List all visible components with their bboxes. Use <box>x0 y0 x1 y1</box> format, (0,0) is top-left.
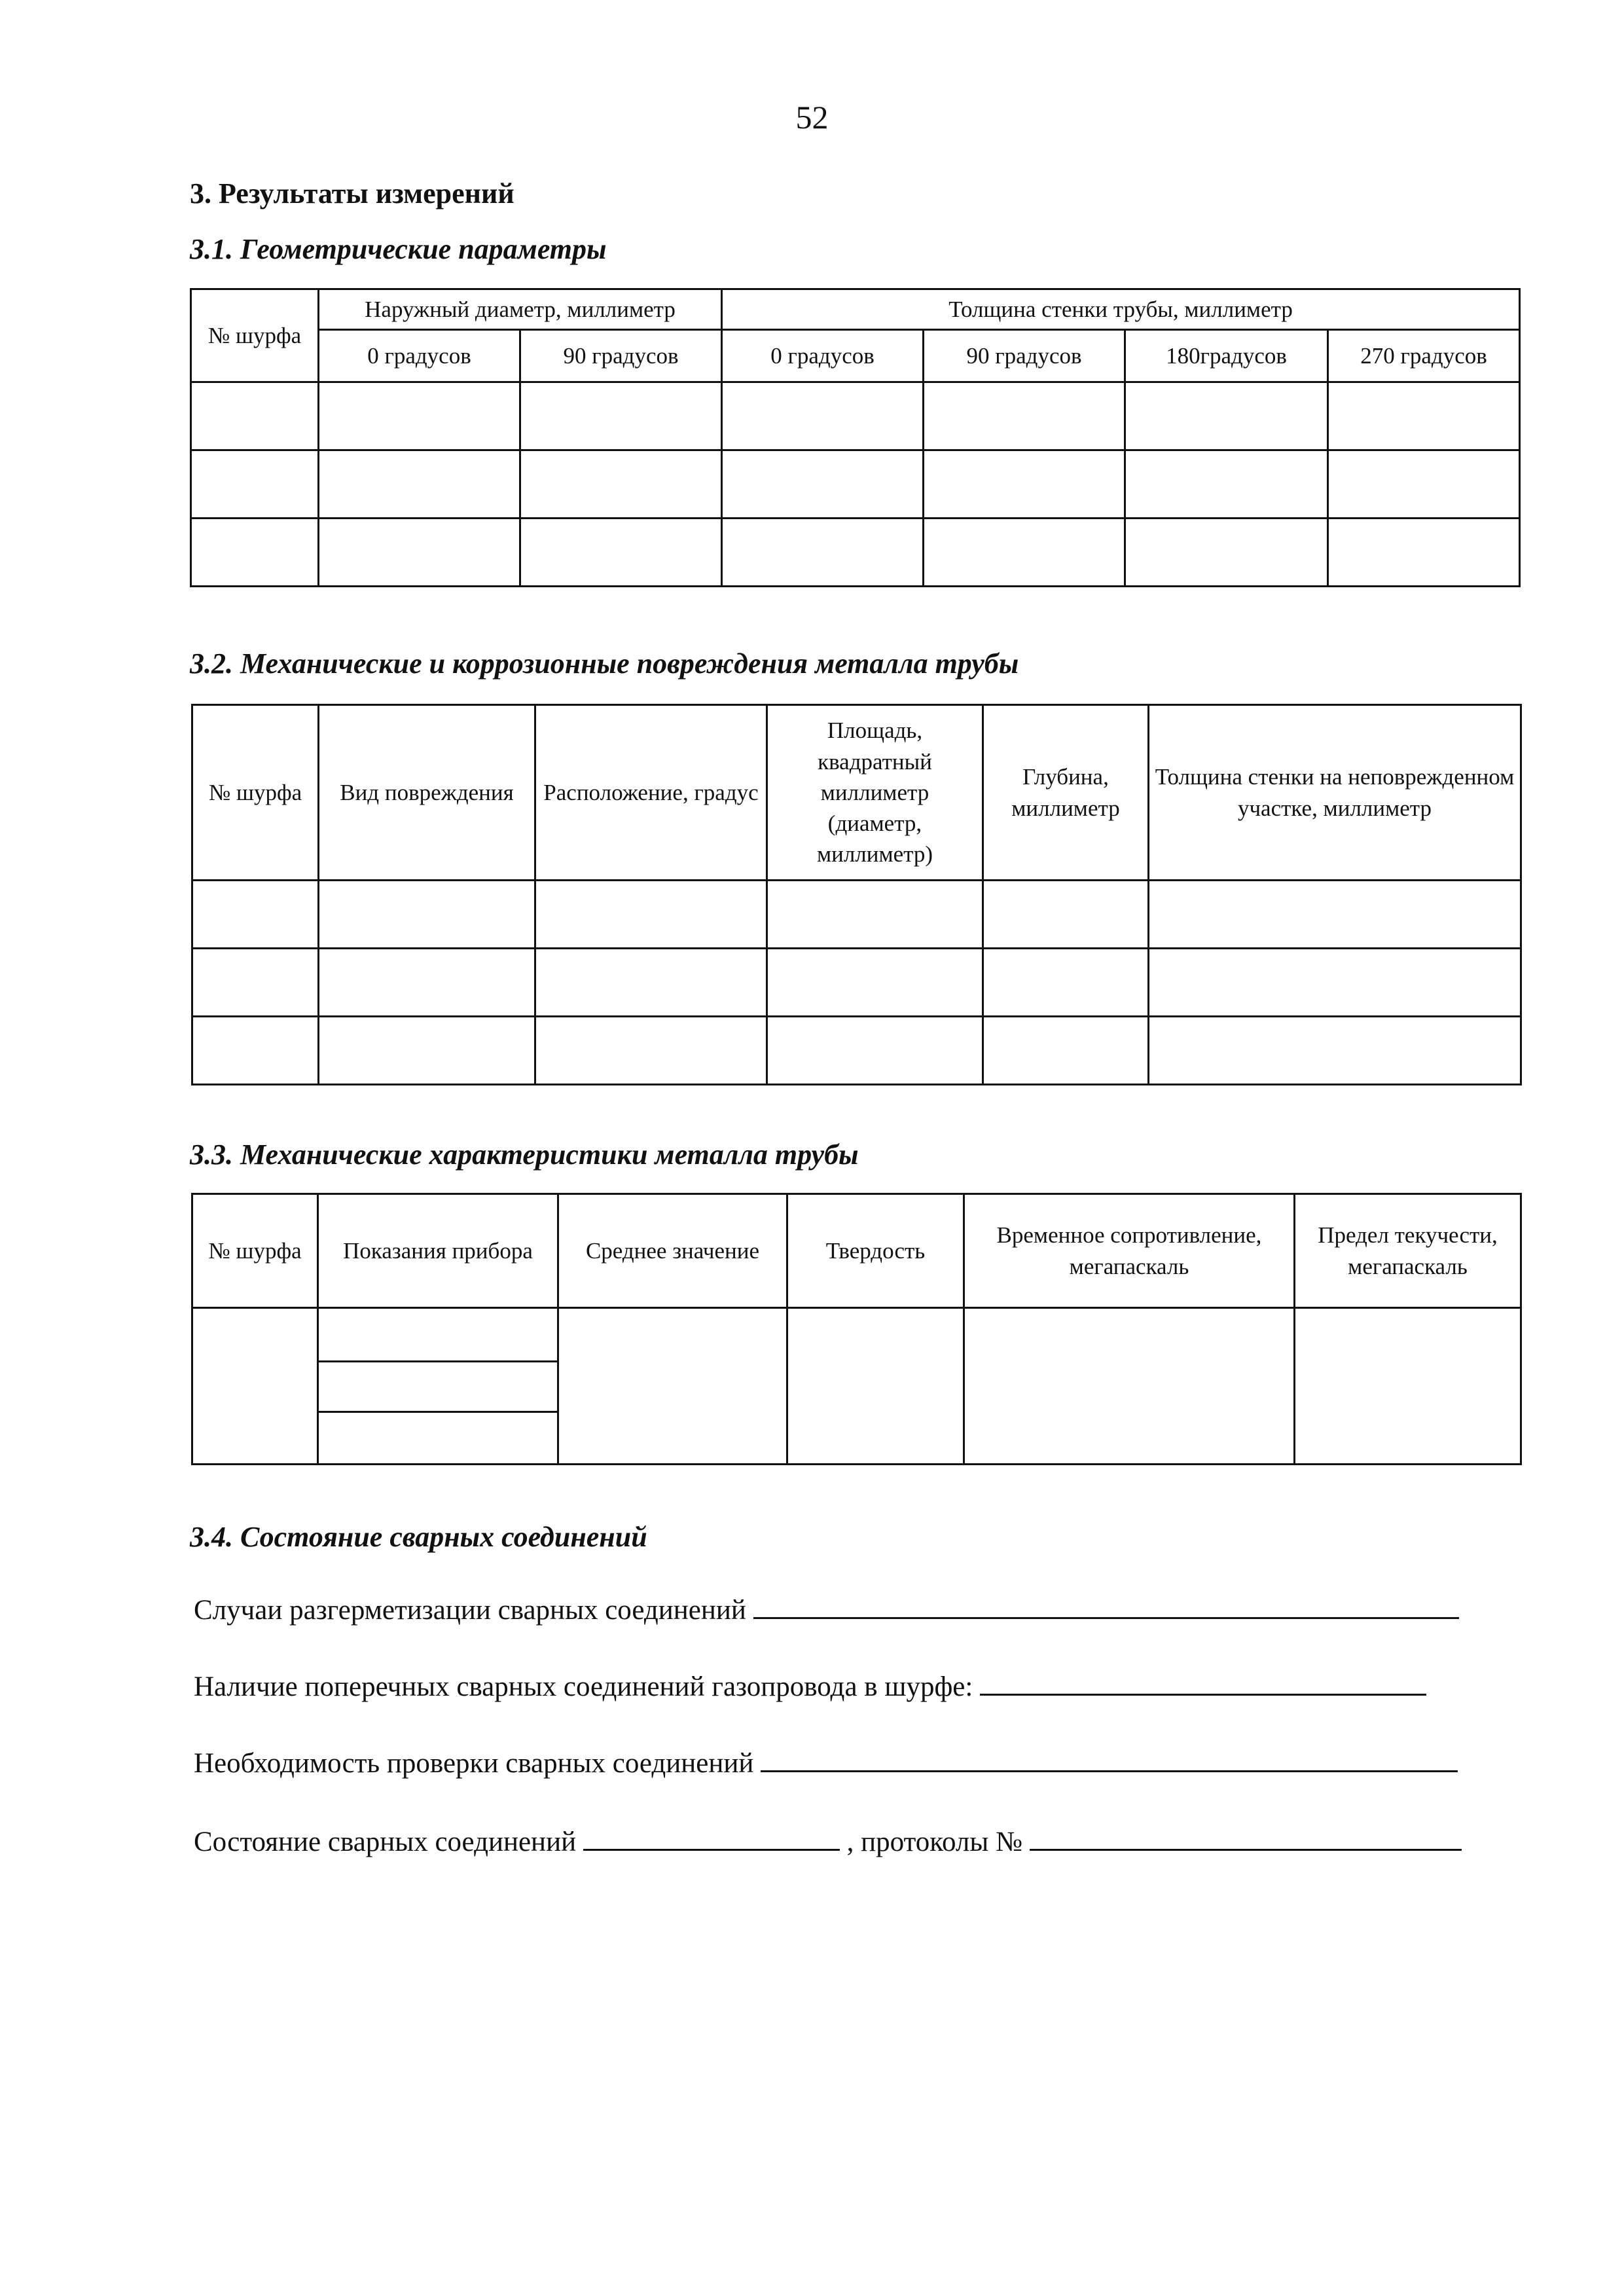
subsection-3-3-title: 3.3. Механические характеристики металла трубы <box>190 1139 859 1171</box>
depressurization-line <box>194 1590 1459 1626</box>
protocols-blank[interactable] <box>1030 1821 1462 1851</box>
header-tensile-strength: Временное сопротивление, мегапаскаль <box>964 1194 1295 1308</box>
subsection-3-2-title: 3.2. Механические и коррозионные повреждения металла трубы <box>190 647 1019 680</box>
damage-table <box>191 704 1522 1085</box>
header-depth: Глубина, миллиметр <box>983 705 1149 881</box>
header-damage-type: Вид повреждения <box>319 705 535 881</box>
header-outer-90: 90 градусов <box>520 330 722 382</box>
header-outer-diameter: Наружный диаметр, миллиметр <box>319 289 722 330</box>
header-intact-wall: Толщина стенки на неповрежденном участке, миллиметр <box>1149 705 1521 881</box>
header-wall-270: 270 градусов <box>1328 330 1520 382</box>
table-row <box>192 1017 1521 1085</box>
weld-condition-label: Состояние сварных соединений <box>194 1827 577 1857</box>
header-hardness: Твердость <box>787 1194 964 1308</box>
table-row <box>191 519 1520 587</box>
table-row <box>191 382 1520 450</box>
table-row <box>192 1308 1521 1362</box>
subsection-3-1-title: 3.1. Геометрические параметры <box>190 233 607 265</box>
depressurization-blank[interactable] <box>753 1590 1459 1619</box>
header-area: Площадь, квадратный миллиметр (диаметр, миллиметр) <box>767 705 983 881</box>
table-row <box>192 881 1521 949</box>
weld-condition-line <box>194 1821 1462 1858</box>
header-wall-thickness: Толщина стенки трубы, миллиметр <box>722 289 1520 330</box>
subsection-3-4-title: 3.4. Состояние сварных соединений <box>190 1521 647 1553</box>
weld-check-line <box>194 1743 1458 1779</box>
weld-check-label: Необходимость проверки сварных соединений <box>194 1748 754 1779</box>
weld-condition-blank[interactable] <box>583 1821 840 1851</box>
weld-check-blank[interactable] <box>761 1743 1458 1772</box>
header-yield-strength: Предел текучести, мегапаскаль <box>1295 1194 1521 1308</box>
header-pit-number: № шурфа <box>192 1194 318 1308</box>
mechanical-properties-table <box>191 1193 1522 1465</box>
header-wall-180: 180градусов <box>1125 330 1328 382</box>
transverse-welds-label: Наличие поперечных сварных соединений газопровода в шурфе: <box>194 1671 973 1702</box>
protocols-label: , протоколы № <box>846 1827 1023 1857</box>
geometry-table <box>190 288 1521 587</box>
transverse-welds-blank[interactable] <box>980 1666 1426 1696</box>
header-wall-90: 90 градусов <box>924 330 1125 382</box>
table-row <box>192 949 1521 1017</box>
header-wall-0: 0 градусов <box>722 330 924 382</box>
header-outer-0: 0 градусов <box>319 330 520 382</box>
header-instrument-readings: Показания прибора <box>318 1194 558 1308</box>
page-number: 52 <box>795 99 829 136</box>
depressurization-label: Случаи разгерметизации сварных соединений <box>194 1595 746 1626</box>
table-row <box>191 450 1520 519</box>
header-average-value: Среднее значение <box>558 1194 787 1308</box>
header-pit-number: № шурфа <box>192 705 319 881</box>
section-title: 3. Результаты измерений <box>190 177 514 210</box>
header-pit-number: № шурфа <box>191 289 319 382</box>
header-location: Расположение, градус <box>535 705 767 881</box>
transverse-welds-line <box>194 1666 1426 1703</box>
